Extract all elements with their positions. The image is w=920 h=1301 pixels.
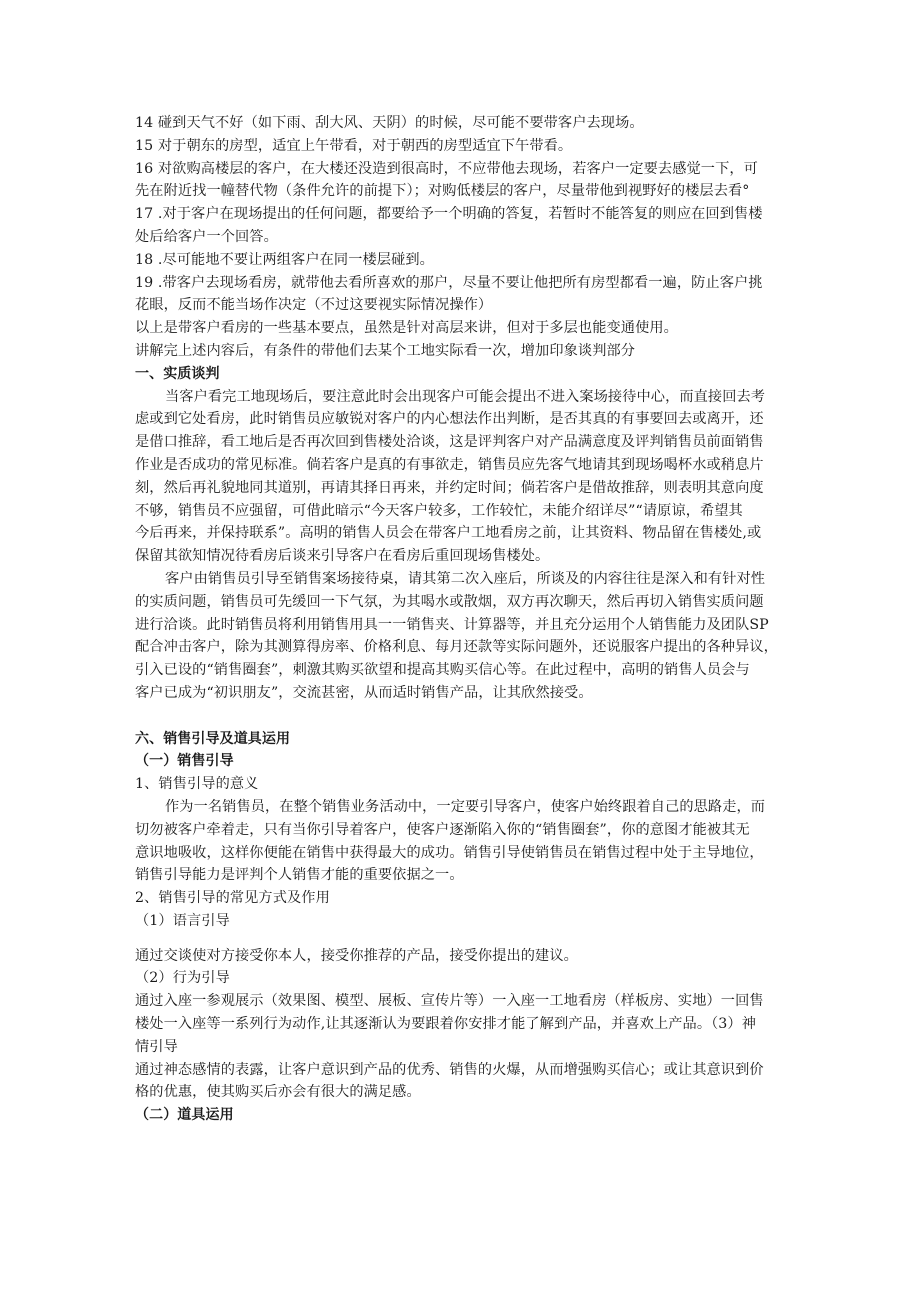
paragraph-line: 进行洽谈。此时销售员将利用销售用具一一销售夹、计算器等，并且充分运用个人销售能力及团队SP — [135, 616, 769, 633]
paragraph-line: 切勿被客户牵着走，只有当你引导着客户，使客户逐渐陷入你的“销售圈套”，你的意图才能被其无 — [135, 821, 750, 838]
paragraph-line: 情引导 — [135, 1038, 178, 1055]
paragraph-line: 客户已成为“初识朋友”，交流甚密，从而适时销售产品，让其欣然接受。 — [135, 684, 593, 701]
paragraph-line: 当客户看完工地现场后，要注意此时会出现客户可能会提出不进入案场接待中心，而直接回去考 — [165, 388, 766, 405]
method-heading-verbal: （1）语言引导 — [135, 912, 230, 929]
method-text-verbal: 通过交谈使对方接受你本人，接受你推荐的产品，接受你提出的建议。 — [135, 947, 578, 964]
tip-16-line-1: 16 对欲购高楼层的客户，在大楼还没造到很高时，不应带他去现场，若客户一定要去感觉一下，可 — [135, 160, 758, 177]
tip-18: 18 .尽可能地不要让两组客户在同一楼层碰到。 — [135, 251, 434, 268]
transition-line: 讲解完上述内容后，有条件的带他们去某个工地实际看一次，增加印象谈判部分 — [135, 342, 636, 359]
tip-14: 14 碰到天气不好（如下雨、刮大风、天阴）的时候，尽可能不要带客户去现场。 — [135, 115, 644, 131]
paragraph-line: 引入已设的“销售圈套”，刺激其购买欲望和提高其购买信心等。在此过程中，高明的销售人员会与 — [135, 662, 750, 679]
document-page — [135, 112, 795, 1127]
summary-line: 以上是带客户看房的一些基本要点，虽然是针对高层来讲，但对于多层也能变通使用。 — [135, 320, 678, 337]
paragraph-line: 通过入座一参观展示（效果图、模型、展板、宣传片等）一入座一工地看房（样板房、实地）一回售 — [135, 993, 764, 1010]
blank-line — [135, 933, 795, 945]
paragraph-line: 格的优惠，使其购买后亦会有很大的满足感。 — [135, 1084, 421, 1101]
tip-19-line-1: 19 .带客户去现场看房，就带他去看所喜欢的那户，尽量不要让他把所有房型都看一遍，防止客户挑 — [135, 274, 763, 291]
paragraph-line: 楼处一入座等一系列行为动作,让其逐渐认为要跟着你安排才能了解到产品，并喜欢上产品。（3）神 — [135, 1016, 757, 1033]
paragraph-line: 配合冲击客户，除为其测算得房率、价格利息、每月还款等实际问题外，还说服客户提出的各种异议， — [135, 639, 778, 656]
section-heading-sales-guidance: 六、销售引导及道具运用 — [135, 730, 291, 747]
tip-17-line-1: 17 .对于客户在现场提出的任何问题，都要给予一个明确的答复，若暂时不能答复的则应在回到售楼 — [135, 206, 763, 223]
tip-17-line-2: 处后给客户一个回答。 — [135, 228, 278, 245]
paragraph-line: 刻，然后再礼貌地同其道别，再请其择日再来，并约定时间；倘若客户是借故推辞，则表明其意向度 — [135, 479, 764, 496]
paragraph-line: 作为一名销售员，在整个销售业务活动中，一定要引导客户，使客户始终跟着自己的思路走，而 — [165, 798, 766, 815]
subheading-sales-guidance: （一）销售引导 — [135, 753, 234, 770]
tip-19-line-2: 花眼，反而不能当场作决定（不过这要视实际情况操作） — [135, 297, 493, 314]
section-heading-negotiation: 一、实质谈判 — [135, 365, 220, 382]
paragraph-line: 作业是否成功的常见标准。倘若客户是真的有事欲走，销售员应先客气地请其到现场喝杯水或稍息片 — [135, 456, 764, 473]
paragraph-line: 通过神态感情的表露，让客户意识到产品的优秀、销售的火爆，从而增强购买信心；或让其意识到价 — [135, 1061, 764, 1078]
tip-16-line-2: 先在附近找一幢替代物（条件允许的前提下）；对购低楼层的客户，尽量带他到视野好的楼层去看° — [135, 183, 750, 200]
method-heading-behavior: （2）行为引导 — [135, 970, 230, 987]
paragraph-line: 保留其欲知情况待看房后谈来引导客户在看房后重回现场售楼处。 — [135, 548, 550, 565]
paragraph-line: 今后再来，并保持联系”。高明的销售人员会在带客户工地看房之前，让其资料、物品留在售楼处,或 — [135, 525, 762, 542]
blank-line — [135, 705, 795, 728]
paragraph-line: 不够，销售员不应强留，可借此暗示“今天客户较多，工作较忙，未能介绍详尽”“请原谅，希望其 — [135, 502, 743, 519]
tip-15: 15 对于朝东的房型，适宜上午带看，对于朝西的房型适宜下午带看。 — [135, 137, 573, 154]
subheading-props: （二）道具运用 — [135, 1107, 234, 1124]
item-heading-meaning: 1、销售引导的意义 — [135, 776, 259, 793]
paragraph-line: 销售引导能力是评判个人销售才能的重要依据之一。 — [135, 867, 464, 884]
paragraph-line: 客户由销售员引导至销售案场接待桌，请其第二次入座后，所谈及的内容往往是深入和有针对性 — [165, 570, 766, 587]
paragraph-line: 的实质问题，销售员可先缓回一下气氛，为其喝水或散烟，双方再次聊天，然后再切入销售实质问题 — [135, 593, 764, 610]
paragraph-line: 是借口推辞，看工地后是否再次回到售楼处洽谈，这是评判客户对产品满意度及评判销售员前面销售 — [135, 434, 764, 451]
paragraph-line: 意识地吸收，这样你便能在销售中获得最大的成功。销售引导使销售员在销售过程中处于主导地位， — [135, 844, 764, 861]
paragraph-line: 虑或到它处看房，此时销售员应敏锐对客户的内心想法作出判断，是否其真的有事要回去或离开，还 — [135, 411, 764, 428]
item-heading-methods: 2、销售引导的常见方式及作用 — [135, 890, 330, 907]
